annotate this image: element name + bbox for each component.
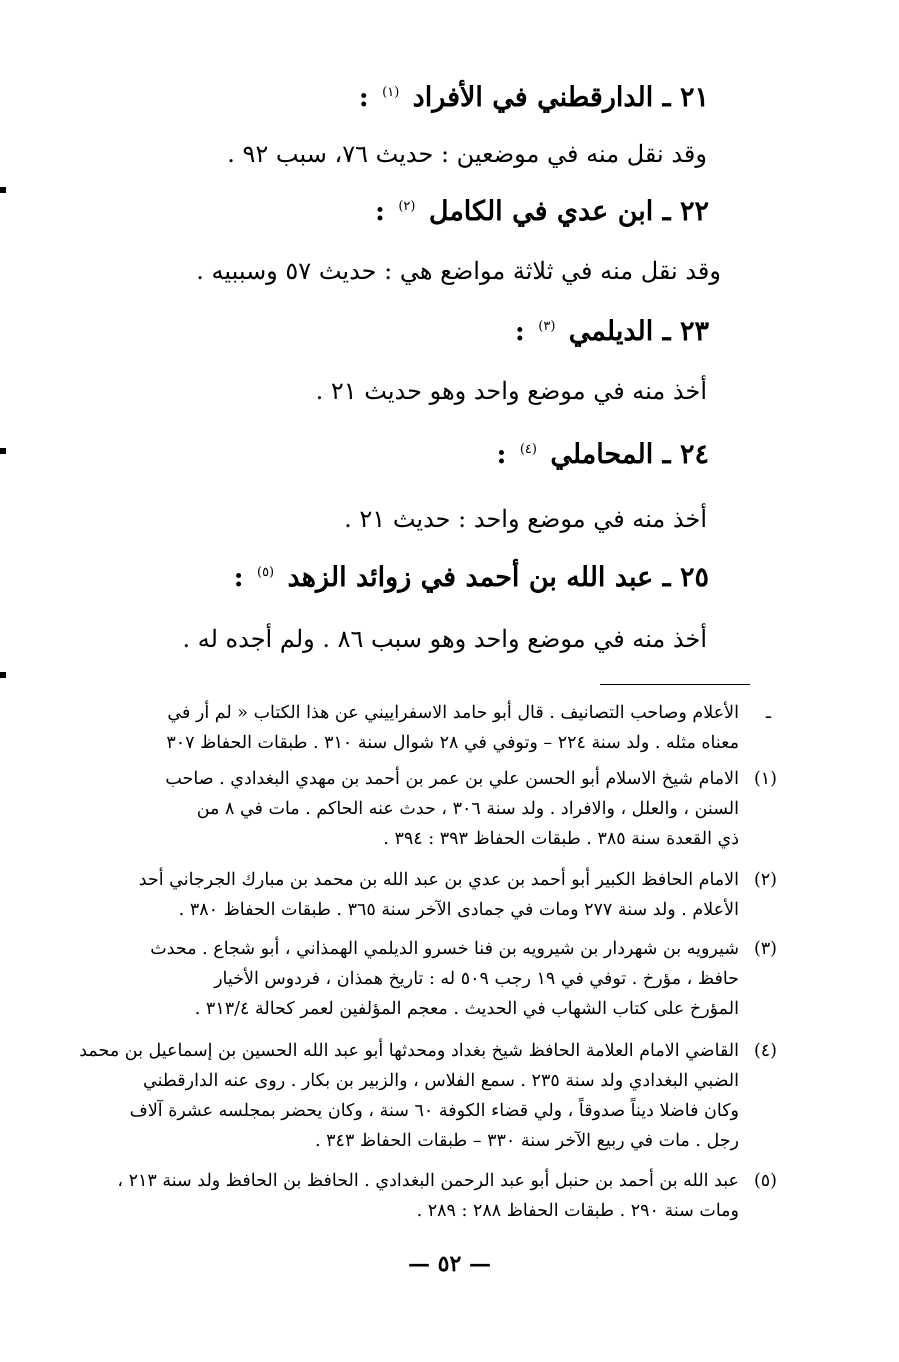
footnote-line: رجل . مات في ربيع الآخر سنة ٣٣٠ – طبقات الحفاظ ٣٤٣ . [315,1131,739,1151]
section-number: ٢١ [679,82,709,113]
footnote-line: الامام الحافظ الكبير أبو أحمد بن عدي بن عبد الله بن محمد بن مبارك الجرجاني أحد [138,870,739,890]
footnote-ref: (٣) [538,319,556,334]
footnote-line: الأعلام وصاحب التصانيف . قال أبو حامد الاسفراييني عن هذا الكتاب « لم أر في [167,703,739,723]
scan-mark [0,672,6,678]
section-body: أخذ منه في موضع واحد وهو سبب ٨٦ . ولم أجده له . [182,625,707,653]
section-number: ٢٢ [679,196,709,227]
footnote-marker: (٤) [753,1041,777,1061]
footnote-marker: (٥) [753,1171,777,1191]
page-number: — ٥٢ — [408,1251,491,1277]
section-heading: ٢٢ ـ ابن عدي في الكامل $^{(٢)}$ : [374,196,709,227]
section-heading: ٢٤ ـ المحاملي $^{(٤)}$ : [496,439,709,470]
section-body: وقد نقل منه في موضعين : حديث ٧٦، سبب ٩٢ . [227,140,707,168]
footnote-marker: (٢) [753,870,777,890]
footnote-line: الضبي البغدادي ولد سنة ٢٣٥ . سمع الفلاس ، والزبير بن بكار . روى عنه الدارقطني [143,1071,739,1091]
section-heading: ٢٣ ـ الديلمي $^{(٣)}$ : [514,316,709,347]
footnote-marker: ـ [765,703,771,723]
footnote-line: القاضي الامام العلامة الحافظ شيخ بغداد ومحدثها أبو عبد الله الحسين بن إسماعيل بن محمد [79,1041,739,1061]
section-title: عبد الله بن أحمد في زوائد الزهد [287,562,654,593]
footnote-marker: (١) [753,769,777,789]
footnote-line: معناه مثله . ولد سنة ٢٢٤ – وتوفي في ٢٨ شوال سنة ٣١٠ . طبقات الحفاظ ٣٠٧ [166,733,739,753]
footnote-ref: (٢) [398,199,416,214]
footnote-line: وكان فاضلا ديناً صدوقاً ، ولي قضاء الكوفة ٦٠ سنة ، وكان يحضر بمجلسه عشرة آلاف [129,1101,739,1121]
scan-mark [0,187,6,193]
footnote-line: عبد الله بن أحمد بن حنبل أبو عبد الرحمن البغدادي . الحافظ بن الحافظ ولد سنة ٢١٣ ، [117,1171,739,1191]
footnote-line: ومات سنة ٢٩٠ . طبقات الحفاظ ٢٨٨ : ٢٨٩ . [416,1201,739,1221]
footnote-line: الأعلام . ولد سنة ٢٧٧ ومات في جمادى الآخر سنة ٣٦٥ . طبقات الحفاظ ٣٨٠ . [178,900,739,920]
footnote-line: ذي القعدة سنة ٣٨٥ . طبقات الحفاظ ٣٩٣ : ٣٩٤ . [383,829,739,849]
footnote-line: حافظ ، مؤرخ . توفي في ١٩ رجب ٥٠٩ له : تاريخ همذان ، فردوس الأخيار [214,969,739,989]
section-title: الديلمي [568,316,654,347]
footnote-line: السنن ، والعلل ، والافراد . ولد سنة ٣٠٦ ، حدث عنه الحاكم . مات في ٨ من [196,799,739,819]
scan-mark [0,448,6,454]
section-body: أخذ منه في موضع واحد : حديث ٢١ . [344,505,707,533]
footnote-ref: (١) [382,85,400,100]
section-heading: ٢١ ـ الدارقطني في الأفراد $^{(١)}$ : [358,82,709,113]
footnote-line: الامام شيخ الاسلام أبو الحسن علي بن عمر بن أحمد بن مهدي البغدادي . صاحب [165,769,739,789]
footnote-line: شيرويه بن شهردار بن شيرويه بن فنا خسرو الديلمي الهمذاني ، أبو شجاع . محدث [150,939,739,959]
footnote-ref: (٤) [519,442,537,457]
footnote-line: المؤرخ على كتاب الشهاب في الحديث . معجم المؤلفين لعمر كحالة ٣١٣/٤ . [194,999,739,1019]
section-number: ٢٣ [679,316,709,347]
section-number: ٢٤ [679,439,709,470]
footnote-divider [600,684,750,685]
section-title: المحاملي [550,439,654,470]
section-body: وقد نقل منه في ثلاثة مواضع هي : حديث ٥٧ وسببيه . [196,257,721,285]
section-body: أخذ منه في موضع واحد وهو حديث ٢١ . [315,377,707,405]
section-number: ٢٥ [679,562,709,593]
section-heading: ٢٥ ـ عبد الله بن أحمد في زوائد الزهد $^{(٥)}$ : [233,562,709,593]
footnote-ref: (٥) [256,565,275,580]
section-title: الدارقطني في الأفراد [412,82,654,113]
footnote-marker: (٣) [753,939,777,959]
section-title: ابن عدي في الكامل [428,196,654,227]
